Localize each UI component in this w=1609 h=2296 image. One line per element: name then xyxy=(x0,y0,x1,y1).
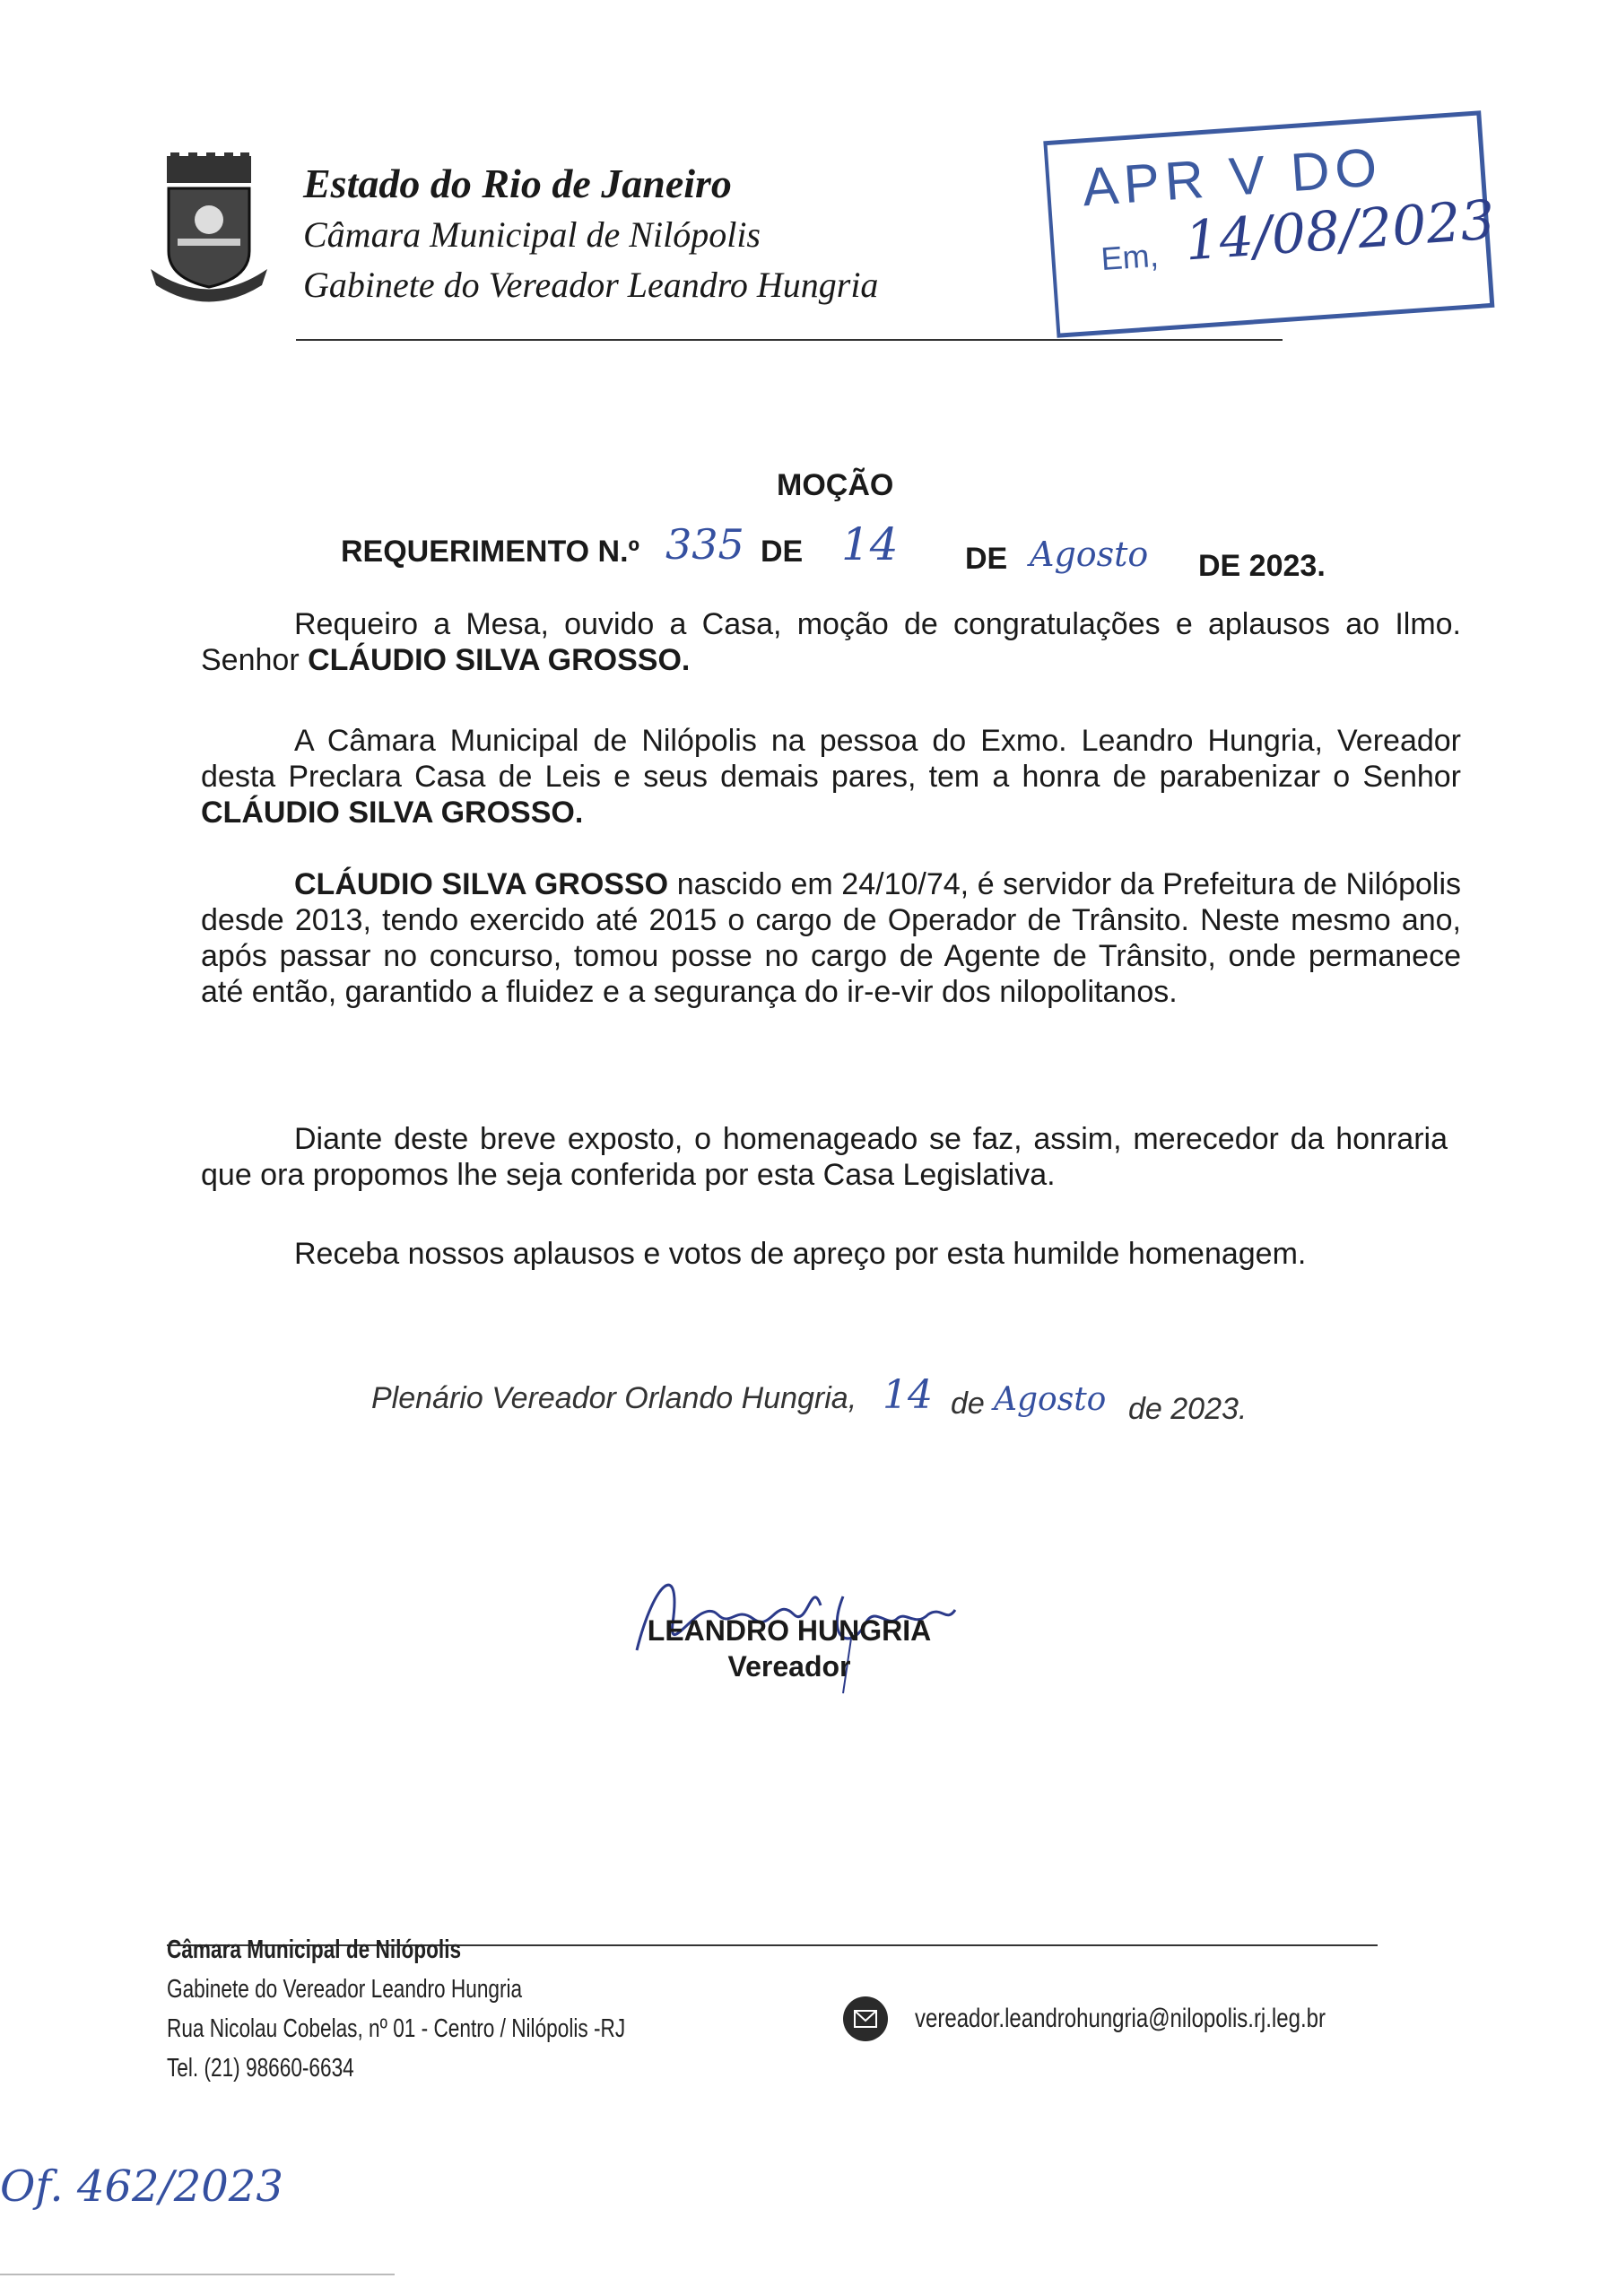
office-annotation: Of. 462/2023 xyxy=(0,2161,283,2212)
footer-address: Rua Nicolau Cobelas, nº 01 - Centro / Nilópolis -RJ xyxy=(167,2014,626,2043)
header-chamber: Câmara Municipal de Nilópolis xyxy=(303,214,761,255)
approval-stamp xyxy=(1040,74,1497,364)
requirement-year: DE 2023. xyxy=(1198,549,1326,583)
paragraph-1: Requeiro a Mesa, ouvido a Casa, moção de congratulações e aplausos ao Ilmo. Senhor CLÁUDIO SILVA GROSSO. xyxy=(201,607,1461,677)
footer-tel: Tel. (21) 98660-6634 xyxy=(167,2054,354,2083)
envelope-icon xyxy=(843,1996,888,2041)
plenario-year: de 2023. xyxy=(1128,1392,1248,1426)
paragraph-2: A Câmara Municipal de Nilópolis na pessoa do Exmo. Leandro Hungria, Vereador desta Preclara Casa de Leis e seus demais pares, tem a honra de parabenizar o Senhor CLÁUDIO SILVA GROSSO. xyxy=(201,724,1461,830)
requirement-month: Agosto xyxy=(1030,535,1149,574)
plenario-day: 14 xyxy=(883,1372,933,1418)
plenario-label: Plenário Vereador Orlando Hungria, xyxy=(371,1381,857,1415)
paragraph-4: Diante deste breve exposto, o homenageado se faz, assim, merecedor da honraria que ora propomos lhe seja conferida por esta Casa Legislativa. xyxy=(201,1122,1448,1192)
requirement-de2: DE xyxy=(965,542,1008,576)
header-state: Estado do Rio de Janeiro xyxy=(303,161,732,206)
paragraph-3: CLÁUDIO SILVA GROSSO nascido em 24/10/74, é servidor da Prefeitura de Nilópolis desde 2013, tendo exercido até 2015 o cargo de Operador de Trânsito. Neste mesmo ano, após passar no concurso, tomou posse no cargo de Agente de Trânsito, onde permanece até então, garantido a fluidez e a segurança do ir-e-vir dos nilopolitanos. xyxy=(201,867,1461,1009)
honoree-name: CLÁUDIO SILVA GROSSO. xyxy=(201,796,584,830)
requirement-day: 14 xyxy=(841,518,899,570)
footer-email[interactable]: vereador.leandrohungria@nilopolis.rj.leg.br xyxy=(915,2004,1326,2033)
plenario-de: de xyxy=(951,1387,985,1421)
requirement-label: REQUERIMENTO N.º xyxy=(341,535,639,569)
stamp-date: 14/08/2023 xyxy=(1183,188,1497,274)
footer-office: Gabinete do Vereador Leandro Hungria xyxy=(167,1975,523,2004)
plenario-month: Agosto xyxy=(994,1381,1107,1418)
honoree-name: CLÁUDIO SILVA GROSSO. xyxy=(308,643,691,677)
footer-org: Câmara Municipal de Nilópolis xyxy=(167,1935,462,1964)
honoree-name: CLÁUDIO SILVA GROSSO xyxy=(294,867,669,901)
paragraph-5: Receba nossos aplausos e votos de apreço por esta humilde homenagem. xyxy=(294,1237,1307,1271)
header-office: Gabinete do Vereador Leandro Hungria xyxy=(303,265,879,305)
bottom-divider xyxy=(0,2274,395,2275)
signer-role: Vereador xyxy=(727,1650,851,1683)
stamp-em-label: Em, xyxy=(1100,236,1160,278)
signer-name: LEANDRO HUNGRIA xyxy=(647,1614,932,1647)
municipal-crest xyxy=(151,152,267,307)
requirement-number: 335 xyxy=(665,520,744,569)
requirement-de1: DE xyxy=(761,535,804,569)
stamp-title: APR V DO xyxy=(1080,136,1385,218)
document-title: MOÇÃO xyxy=(777,468,894,502)
